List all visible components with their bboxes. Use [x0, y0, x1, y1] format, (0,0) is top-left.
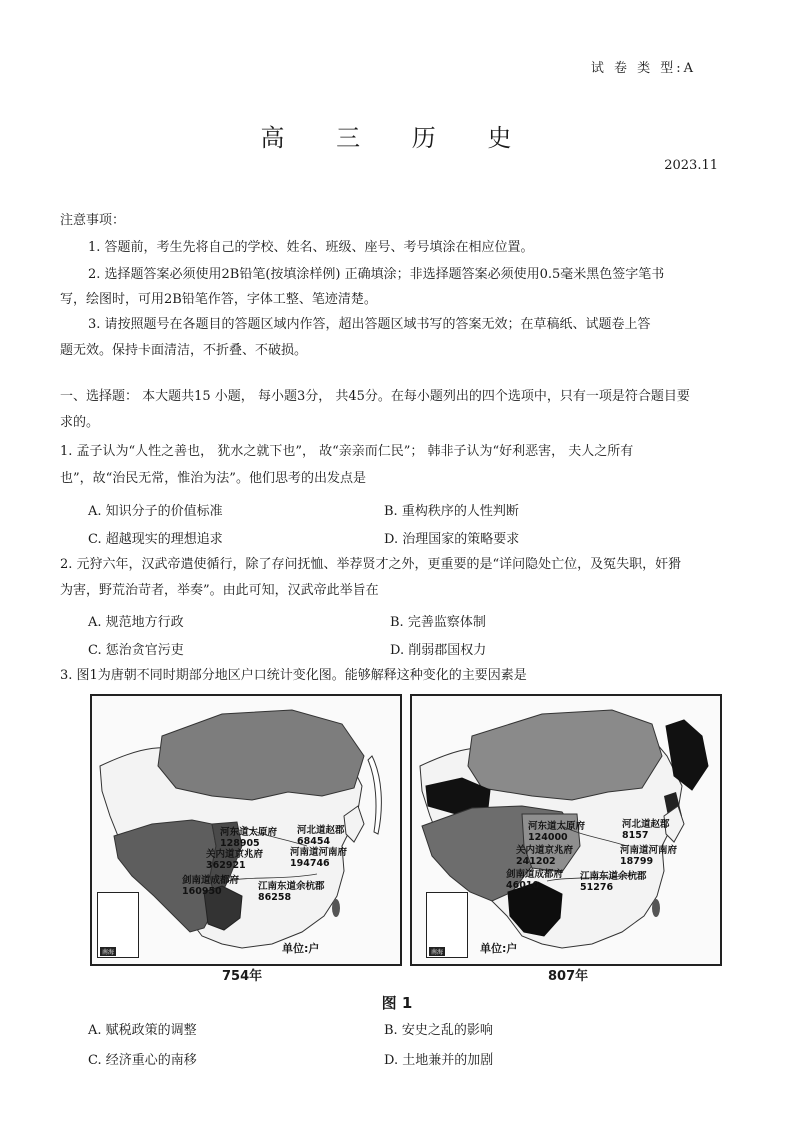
map-807-label-chengdu: 剑南道成都府 46010 — [506, 869, 564, 891]
section-heading-cont: 求的。 — [60, 415, 100, 430]
q2-stem-2: 为害，野荒治苛者，举奏”。由此可知，汉武帝此举旨在 — [60, 583, 379, 598]
q1-option-d[interactable]: D. 治理国家的策略要求 — [384, 532, 520, 547]
q1-option-c[interactable]: C. 超越现实的理想追求 — [88, 532, 223, 547]
map-807 — [410, 694, 722, 966]
map-807-year: 807年 — [548, 969, 589, 984]
q1-stem-1: 1. 孟子认为“人性之善也， 犹水之就下也”， 故“亲亲而仁民”； 韩非子认为“好利恶害， 夫人之所有 — [60, 444, 634, 459]
q2-option-d[interactable]: D. 削弱郡国权力 — [390, 643, 487, 658]
map-754-year: 754年 — [222, 969, 263, 984]
section-heading: 一、选择题： 本大题共15 小题， 每小题3分， 共45分。在每小题列出的四个选项中，只有一项是符合题目要 — [60, 389, 690, 404]
map-754-label-taiyuan: 河东道太原府 128905 — [220, 827, 278, 849]
note-line-2: 2. 选择题答案必须使用2B铅笔(按填涂样例) 正确填涂；非选择题答案必须使用0.5毫米黑色签字笔书 — [88, 267, 665, 282]
map-754-unit: 单位:户 — [282, 942, 320, 955]
map-754-inset — [97, 892, 139, 958]
map-807-label-taiyuan: 河东道太原府 124000 — [528, 821, 586, 843]
map-754-label-zhaojun: 河北道赵郡 68454 — [297, 825, 345, 847]
map-807-label-zhaojun: 河北道赵郡 8157 — [622, 819, 670, 841]
map-807-unit: 单位:户 — [480, 942, 518, 955]
map-754-label-chengdu: 剑南道成都府 160950 — [182, 875, 240, 897]
q3-option-d[interactable]: D. 土地兼并的加剧 — [384, 1053, 494, 1068]
q1-stem-2: 也”，故“治民无常，惟治为法”。他们思考的出发点是 — [60, 471, 366, 486]
note-line-3: 3. 请按照题号在各题目的答题区域内作答，超出答题区域书写的答案无效；在草稿纸、试题卷上答 — [88, 317, 651, 332]
q3-option-c[interactable]: C. 经济重心的南移 — [88, 1053, 197, 1068]
paper-type: 试 卷 类 型:A — [590, 61, 696, 76]
map-807-inset — [426, 892, 468, 958]
exam-date: 2023.11 — [664, 158, 718, 173]
map-754-inset-tag: 南海 — [102, 949, 115, 956]
q2-stem-1: 2. 元狩六年，汉武帝遣使循行，除了存问抚恤、举荐贤才之外，更重要的是“详问隐处亡位，及冤失职，奸猾 — [60, 557, 682, 572]
map-754-label-yuhang: 江南东道余杭郡 86258 — [258, 881, 325, 903]
map-754-label-jingzhao: 关内道京兆府 362921 — [206, 849, 264, 871]
note-line-1: 1. 答题前，考生先将自己的学校、姓名、班级、座号、考号填涂在相应位置。 — [88, 240, 534, 255]
map-807-label-henan: 河南道河南府 18799 — [620, 845, 678, 867]
map-754 — [90, 694, 402, 966]
q3-stem: 3. 图1为唐朝不同时期部分地区户口统计变化图。能够解释这种变化的主要因素是 — [60, 668, 527, 683]
q3-option-a[interactable]: A. 赋税政策的调整 — [88, 1023, 197, 1038]
q1-option-b[interactable]: B. 重构秩序的人性判断 — [384, 504, 519, 519]
notes-heading: 注意事项： — [60, 213, 126, 228]
figure-caption: 图 1 — [381, 994, 413, 1012]
q1-option-a[interactable]: A. 知识分子的价值标准 — [88, 504, 223, 519]
q2-option-a[interactable]: A. 规范地方行政 — [88, 615, 184, 630]
q2-option-b[interactable]: B. 完善监察体制 — [390, 615, 486, 630]
map-807-inset-tag: 南海 — [431, 949, 444, 956]
q2-option-c[interactable]: C. 惩治贪官污吏 — [88, 643, 184, 658]
note-line-3b: 题无效。保持卡面清洁，不折叠、不破损。 — [60, 343, 308, 358]
note-line-2b: 写，绘图时，可用2B铅笔作答，字体工整、笔迹清楚。 — [60, 292, 377, 307]
map-807-label-jingzhao: 关内道京兆府 241202 — [516, 845, 574, 867]
map-754-label-henan: 河南道河南府 194746 — [290, 847, 348, 869]
q3-option-b[interactable]: B. 安史之乱的影响 — [384, 1023, 493, 1038]
map-807-label-yuhang: 江南东道余杭郡 51276 — [580, 871, 647, 893]
page-title: 高 三 历 史 — [260, 124, 534, 152]
